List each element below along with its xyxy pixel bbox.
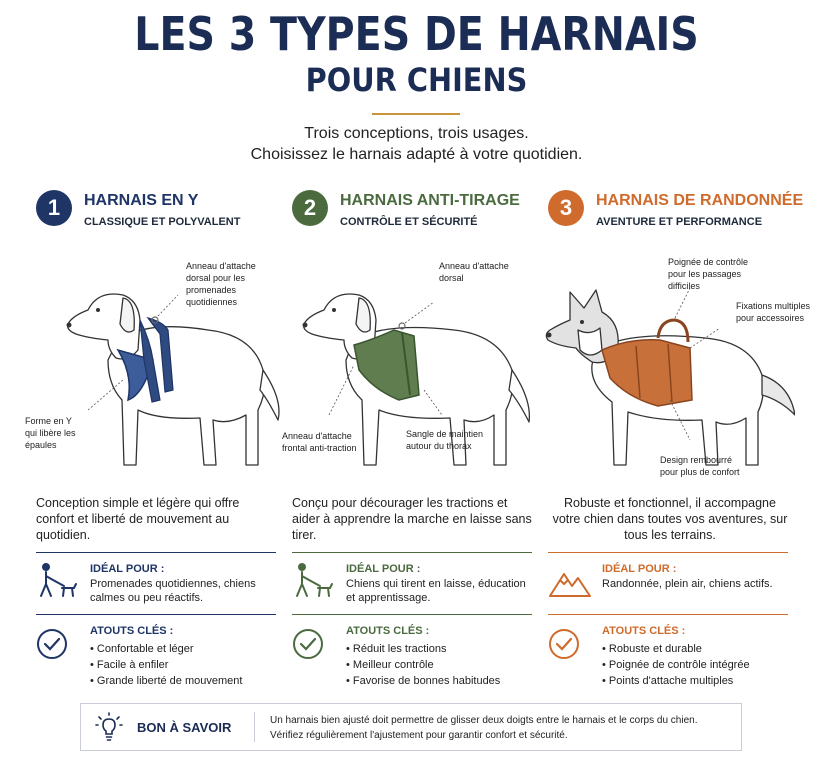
list-item: • Points d'attache multiples [602, 673, 750, 689]
note-front-ring: Anneau d'attache frontal anti-traction [282, 431, 357, 453]
column-description: Robuste et fonctionnel, il accompagne votre chien dans toutes vos aventures, sur tous les terrains. [552, 496, 788, 542]
list-item: • Réduit les tractions [346, 641, 500, 657]
divider [36, 552, 276, 553]
note-chest-strap: Sangle de maintien autour du thorax [406, 429, 484, 451]
divider [548, 552, 788, 553]
column-number: 3 [548, 190, 584, 226]
note-multiple-attachments: Fixations multiples pour accessoires [736, 301, 811, 323]
divider [548, 614, 788, 615]
subtitle [0, 123, 833, 165]
list-item: • Facile à enfiler [90, 657, 242, 673]
atouts-list [90, 641, 242, 689]
ideal-label: IDÉAL POUR : [346, 563, 421, 575]
column-subtitle: CONTRÔLE ET SÉCURITÉ [340, 216, 478, 228]
list-item: • Grande liberté de mouvement [90, 673, 242, 689]
check-circle-icon [548, 628, 580, 660]
column-title: HARNAIS DE RANDONNÉE [596, 192, 804, 209]
list-item: • Confortable et léger [90, 641, 242, 657]
title-underline [372, 113, 460, 115]
ideal-text: Randonnée, plein air, chiens actifs. [602, 578, 773, 590]
lightbulb-icon [95, 712, 123, 742]
atouts-label: ATOUTS CLÉS : [602, 625, 686, 637]
tip-text [270, 713, 735, 743]
list-item: • Robuste et durable [602, 641, 750, 657]
mountain-icon [548, 562, 592, 602]
column-title: HARNAIS EN Y [84, 192, 199, 209]
column-description: Conçu pour décourager les tractions et aider à apprendre la marche en laisse sans tirer. [292, 496, 532, 542]
list-item: • Poignée de contrôle intégrée [602, 657, 750, 673]
column-subtitle: AVENTURE ET PERFORMANCE [596, 216, 763, 228]
atouts-label: ATOUTS CLÉS : [90, 625, 174, 637]
tip-separator [254, 712, 255, 742]
ideal-text: Promenades quotidiennes, chiens calmes ou peu réactifs. [90, 578, 256, 604]
tip-box [80, 703, 742, 751]
tip-label: BON À SAVOIR [137, 720, 232, 735]
list-item: • Favorise de bonnes habitudes [346, 673, 500, 689]
note-control-handle: Poignée de contrôle pour les passages difficiles [668, 257, 749, 291]
column-number: 1 [36, 190, 72, 226]
divider [292, 614, 532, 615]
atouts-list [602, 641, 750, 689]
column-number: 2 [292, 190, 328, 226]
atouts-label: ATOUTS CLÉS : [346, 625, 430, 637]
note-dorsal-ring: Anneau d'attache dorsal [439, 261, 509, 283]
title-line2: POUR CHIENS [305, 61, 528, 99]
labrador-anti-pull-harness-illustration [284, 250, 539, 490]
divider [36, 614, 276, 615]
column-description: Conception simple et légère qui offre confort et liberté de mouvement au quotidien. [36, 496, 240, 542]
note-padded-design: Design rembourré pour plus de confort [660, 455, 740, 477]
title-line1: LES 3 TYPES DE HARNAIS [134, 7, 699, 61]
column-title: HARNAIS ANTI-TIRAGE [340, 192, 520, 209]
atouts-list [346, 641, 500, 689]
column-hiking-harness [540, 190, 811, 695]
walking-dog-icon [292, 562, 336, 602]
column-subtitle: CLASSIQUE ET POLYVALENT [84, 216, 241, 228]
subtitle-line1: Trois conceptions, trois usages. [304, 125, 529, 142]
ideal-label: IDÉAL POUR : [602, 563, 677, 575]
list-item: • Meilleur contrôle [346, 657, 500, 673]
ideal-text: Chiens qui tirent en laisse, éducation et apprentissage. [346, 578, 526, 604]
tip-line2: Vérifiez régulièrement l'ajustement pour garantir confort et sécurité. [270, 730, 568, 741]
subtitle-line2: Choisissez le harnais adapté à votre quotidien. [250, 146, 583, 163]
walking-dog-icon [36, 562, 80, 602]
tip-line1: Un harnais bien ajusté doit permettre de glisser deux doigts entre le harnais et le corps du chien. [270, 715, 698, 726]
check-circle-icon [292, 628, 324, 660]
column-y-harness [25, 190, 283, 695]
column-anti-pull-harness [284, 190, 539, 695]
page-title [0, 8, 833, 100]
check-circle-icon [36, 628, 68, 660]
note-y-shape: Forme en Y qui libère les épaules [25, 416, 76, 450]
note-dorsal-ring: Anneau d'attache dorsal pour les promenades quotidiennes [186, 261, 256, 307]
ideal-label: IDÉAL POUR : [90, 563, 165, 575]
divider [292, 552, 532, 553]
